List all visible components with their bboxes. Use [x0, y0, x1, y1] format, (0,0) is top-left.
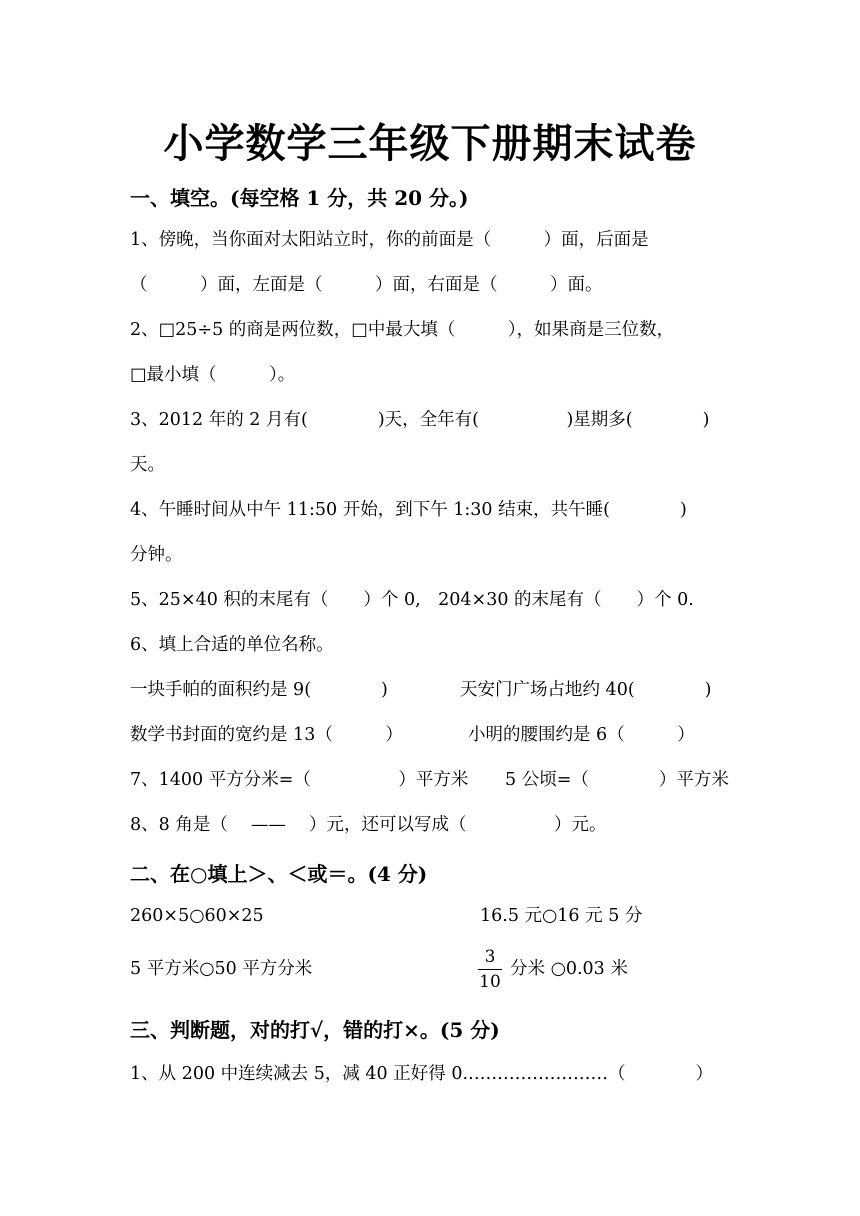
- question-1-line-2: （ ）面，左面是（ ）面，右面是（ ）面。: [130, 275, 603, 295]
- question-5: 5、25×40 积的末尾有（ ）个 0, 204×30 的末尾有（ ）个 0.: [130, 590, 694, 610]
- question-2-line-1: 2、□25÷5 的商是两位数，□中最大填（ ），如果商是三位数，: [130, 320, 675, 340]
- question-3-line-1: 3、2012 年的 2 月有( )天，全年有( )星期多( ): [130, 410, 710, 430]
- question-7-part-b: 5 公顷=（ ）平方米: [505, 770, 729, 790]
- question-3-line-2: 天。: [130, 455, 165, 475]
- question-2-line-2: □最小填（ ）。: [130, 365, 296, 385]
- section-3-heading: 三、判断题，对的打√，错的打×。(5 分): [130, 1018, 500, 1042]
- question-6-item-d: 小明的腰围约是 6（ ）: [468, 725, 695, 745]
- section-2-heading: 二、在○填上＞、＜或＝。(4 分): [130, 862, 428, 886]
- fraction-three-tenths: [476, 946, 504, 993]
- judge-question-1: 1、从 200 中连续减去 5，减 40 正好得 0.……………………（ ）: [130, 1064, 714, 1084]
- fraction-bar: [478, 969, 502, 970]
- compare-item-a: 260×5○60×25: [130, 906, 264, 926]
- compare-item-b: 16.5 元○16 元 5 分: [480, 906, 643, 926]
- question-7-part-a: 7、1400 平方分米=（ ）平方米: [130, 770, 469, 790]
- question-4-line-2: 分钟。: [130, 545, 183, 565]
- question-8: 8、8 角是（ —— ）元，还可以写成（ ）元。: [130, 815, 607, 835]
- question-6-item-b: 天安门广场占地约 40( ): [460, 680, 712, 700]
- question-6-item-c: 数学书封面的宽约是 13（ ）: [130, 725, 403, 745]
- question-6-item-a: 一块手帕的面积约是 9( ): [130, 680, 388, 700]
- section-1-heading: 一、填空。(每空格 1 分，共 20 分。): [130, 186, 469, 210]
- question-6: 6、填上合适的单位名称。: [130, 635, 334, 655]
- fraction-denominator: 10: [479, 972, 501, 992]
- question-1-line-1: 1、傍晚，当你面对太阳站立时，你的前面是（ ）面，后面是: [130, 230, 649, 250]
- compare-item-c: 5 平方米○50 平方分米: [130, 959, 313, 979]
- page-title: 小学数学三年级下册期末试卷: [163, 120, 697, 167]
- fraction-numerator: 3: [484, 947, 496, 967]
- question-4-line-1: 4、午睡时间从中午 11:50 开始，到下午 1:30 结束，共午睡( ): [130, 500, 687, 520]
- compare-item-d: 分米 ○0.03 米: [510, 959, 628, 979]
